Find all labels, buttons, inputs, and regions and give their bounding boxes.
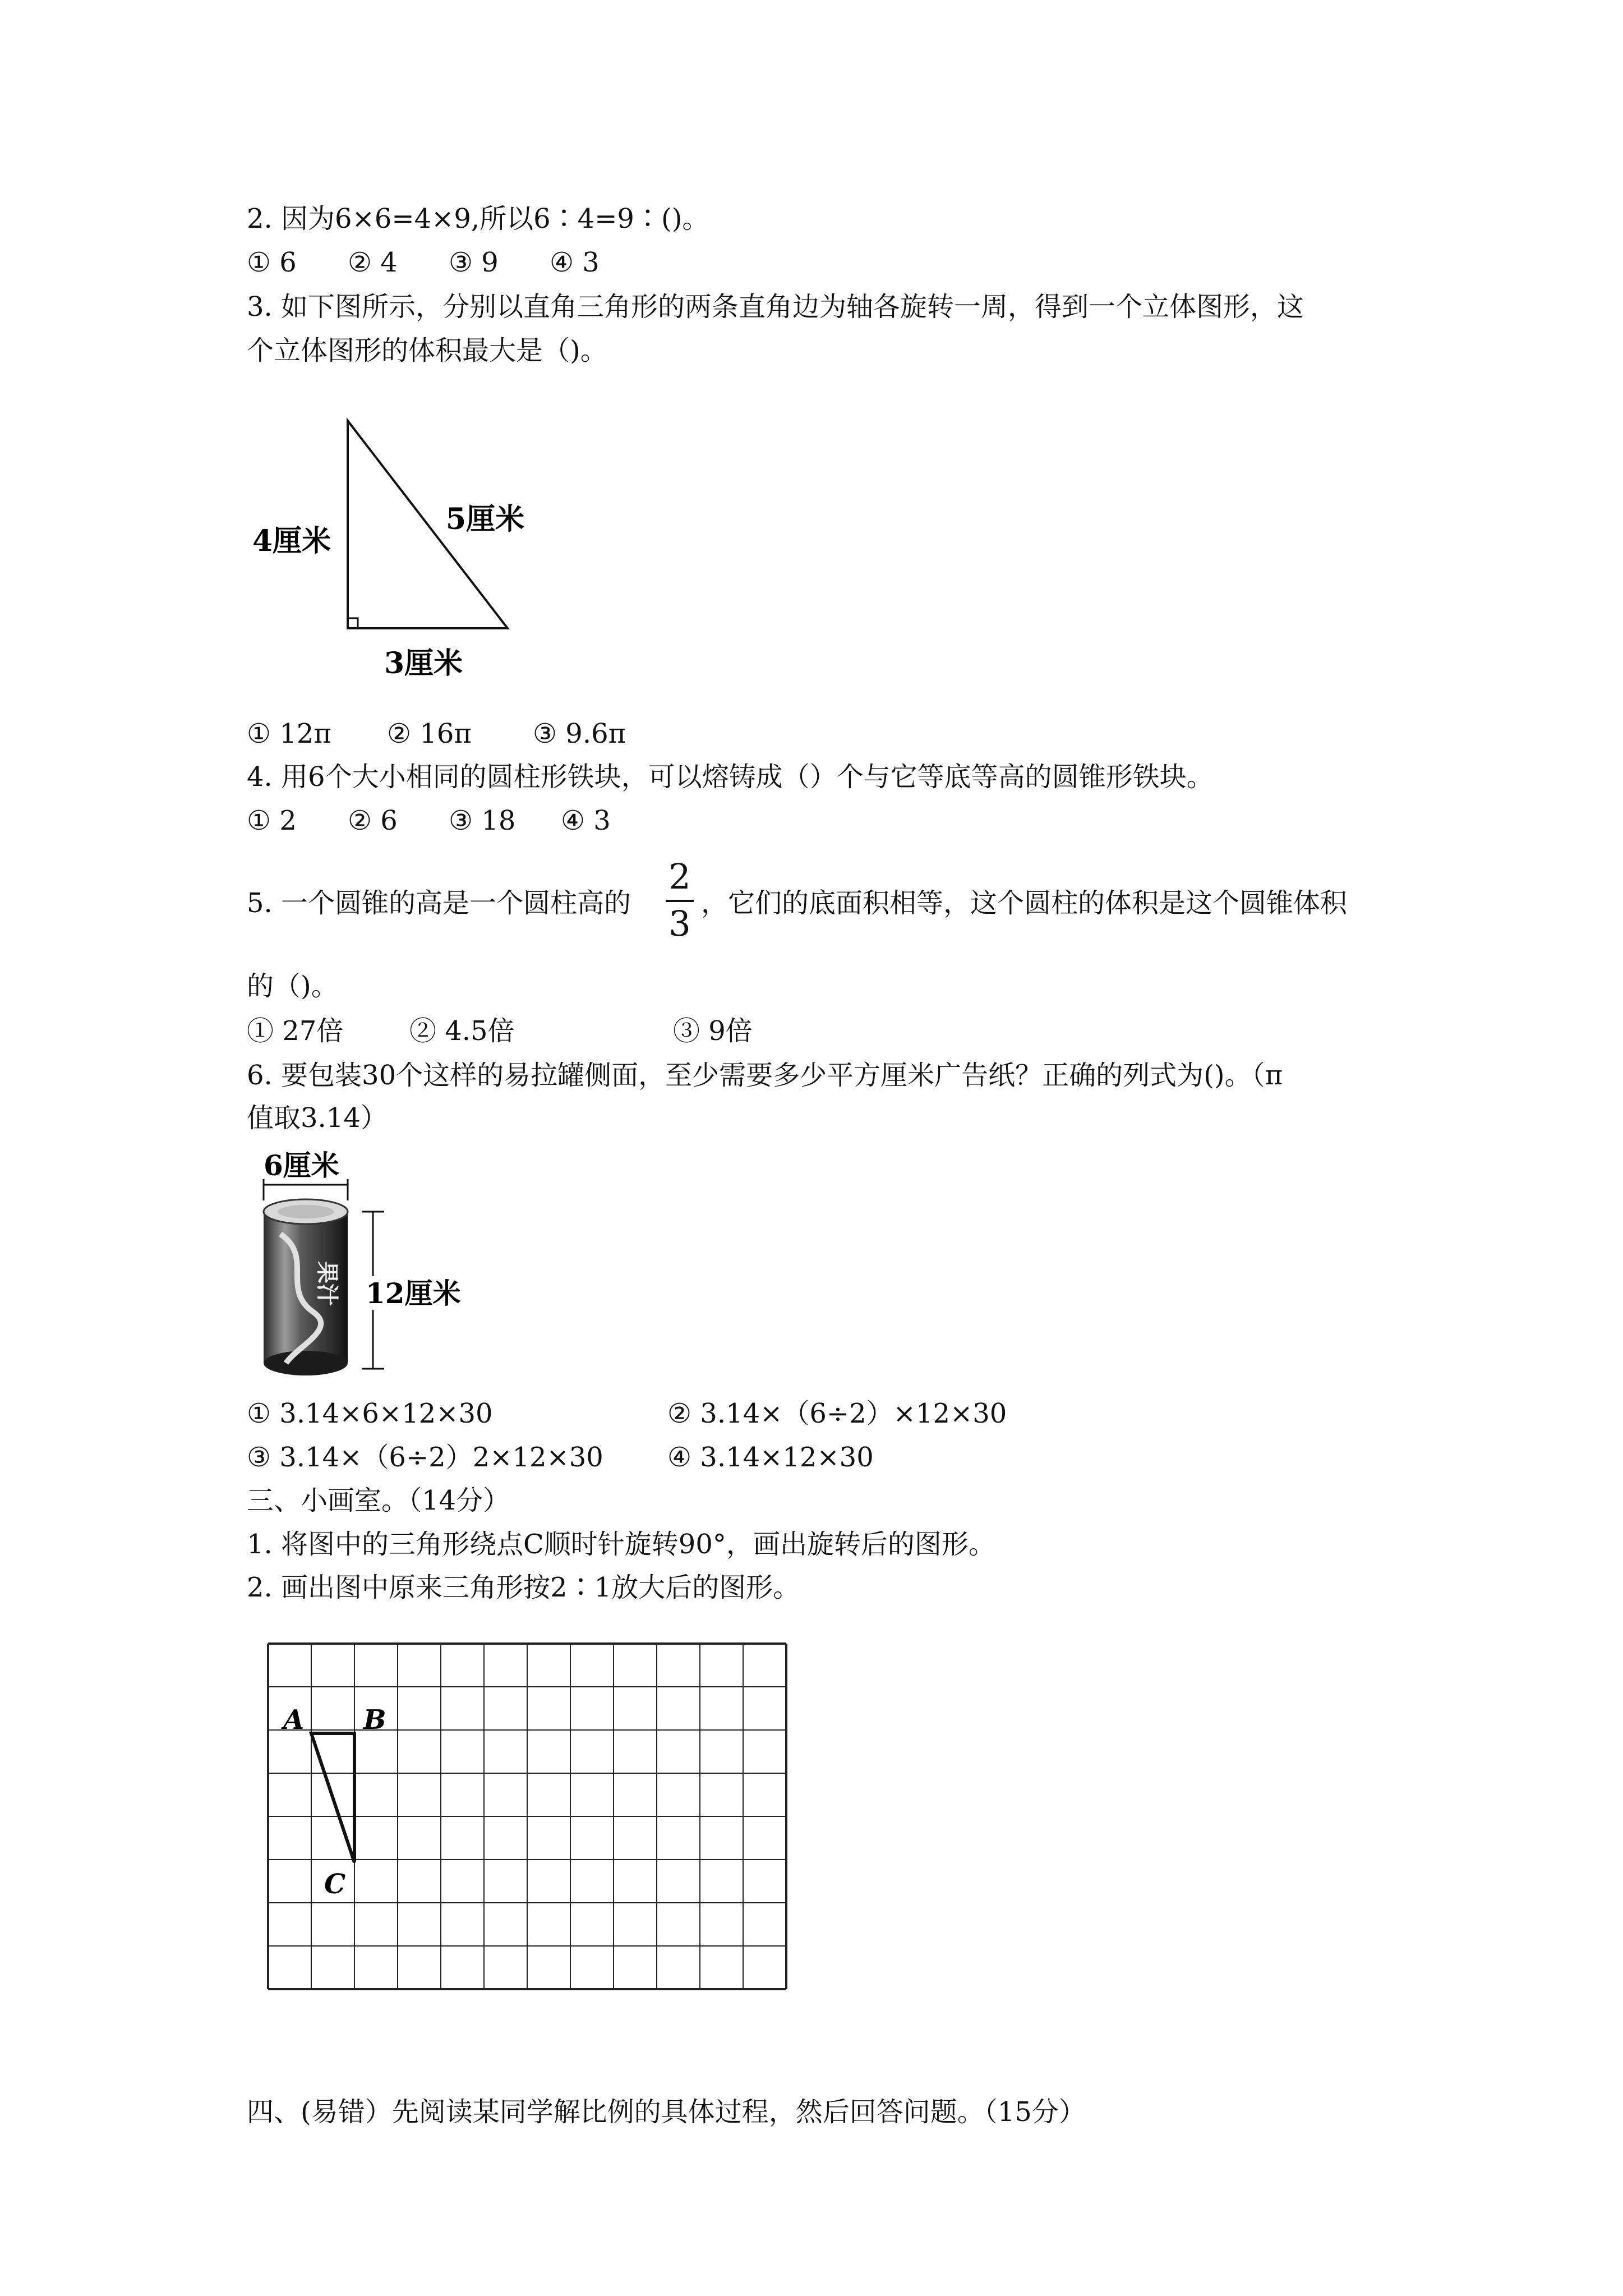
bottom-side-label: 3厘米 [384,646,463,680]
q6-option-3: ③ 3.14×（6÷2）2×12×30 [247,1442,603,1473]
section3-item2: 2. 画出图中原来三角形按2∶1放大后的图形。 [247,1572,800,1603]
q2-option-4: ④ 3 [550,247,600,278]
q2-option-1: ① 6 [247,247,297,278]
q6-option-2: ② 3.14×（6÷2）×12×30 [667,1398,1007,1429]
q6-text-line1: 6. 要包装30个这样的易拉罐侧面，至少需要多少平方厘米广告纸？正确的列式为()。（π [247,1060,1283,1091]
q4-option-4: ④ 3 [561,805,611,836]
can-height-label: 12厘米 [366,1277,461,1310]
grid-lines [268,1644,786,1989]
q3-text-line2: 个立体图形的体积最大是（)。 [247,335,607,366]
q4-text: 4. 用6个大小相同的圆柱形铁块，可以熔铸成（）个与它等底等高的圆锥形铁块。 [247,761,1214,793]
q3-option-3: ③ 9.6π [533,718,626,749]
fraction-bar [666,900,694,902]
q5-text-before: 5. 一个圆锥的高是一个圆柱高的 [247,887,631,919]
q6-option-4: ④ 3.14×12×30 [667,1442,874,1473]
can-bottom [264,1351,348,1375]
triangle-abc [311,1733,354,1862]
q3-option-1: ① 12π [247,718,331,749]
q5-option-3: ③ 9倍 [673,1015,753,1047]
q2-option-2: ② 4 [348,247,398,278]
q5-text-line2: 的（)。 [247,970,338,1002]
q5-option-1: ① 27倍 [247,1015,344,1047]
q4-option-2: ② 6 [348,805,398,836]
can-figure [247,1144,488,1386]
q5-text-after: ，它们的底面积相等，这个圆柱的体积是这个圆锥体积 [701,887,1348,919]
q6-option-1: ① 3.14×6×12×30 [247,1398,493,1429]
fraction-numerator: 2 [668,856,691,897]
q5-option-2: ② 4.5倍 [409,1015,515,1047]
grid-figure [264,1638,791,2008]
q6-text-line2: 值取3.14） [247,1102,388,1134]
point-c-label: C [324,1869,346,1900]
hypotenuse-label: 5厘米 [446,502,525,536]
section3-item1: 1. 将图中的三角形绕点C顺时针旋转90°，画出旋转后的图形。 [247,1529,995,1560]
point-b-label: B [363,1704,386,1736]
can-width-label: 6厘米 [264,1149,339,1182]
q3-text-line1: 3. 如下图所示，分别以直角三角形的两条直角边为轴各旋转一周，得到一个立体图形，这 [247,291,1304,323]
right-angle-mark [348,618,358,628]
can-brand-text: 果汁 [314,1261,340,1306]
section4-heading: 四、(易错）先阅读某同学解比例的具体过程，然后回答问题。（15分） [247,2096,1086,2128]
fraction-denominator: 3 [668,903,691,944]
q4-option-1: ① 2 [247,805,297,836]
point-a-label: A [283,1704,305,1736]
right-triangle-figure [247,409,561,684]
q2-text: 2. 因为6×6=4×9,所以6∶4=9∶()。 [247,203,709,234]
left-side-label: 4厘米 [252,524,331,558]
q3-option-2: ② 16π [387,718,472,749]
q2-option-3: ③ 9 [449,247,499,278]
section3-heading: 三、小画室。（14分） [247,1485,510,1516]
q4-option-3: ③ 18 [449,805,516,836]
